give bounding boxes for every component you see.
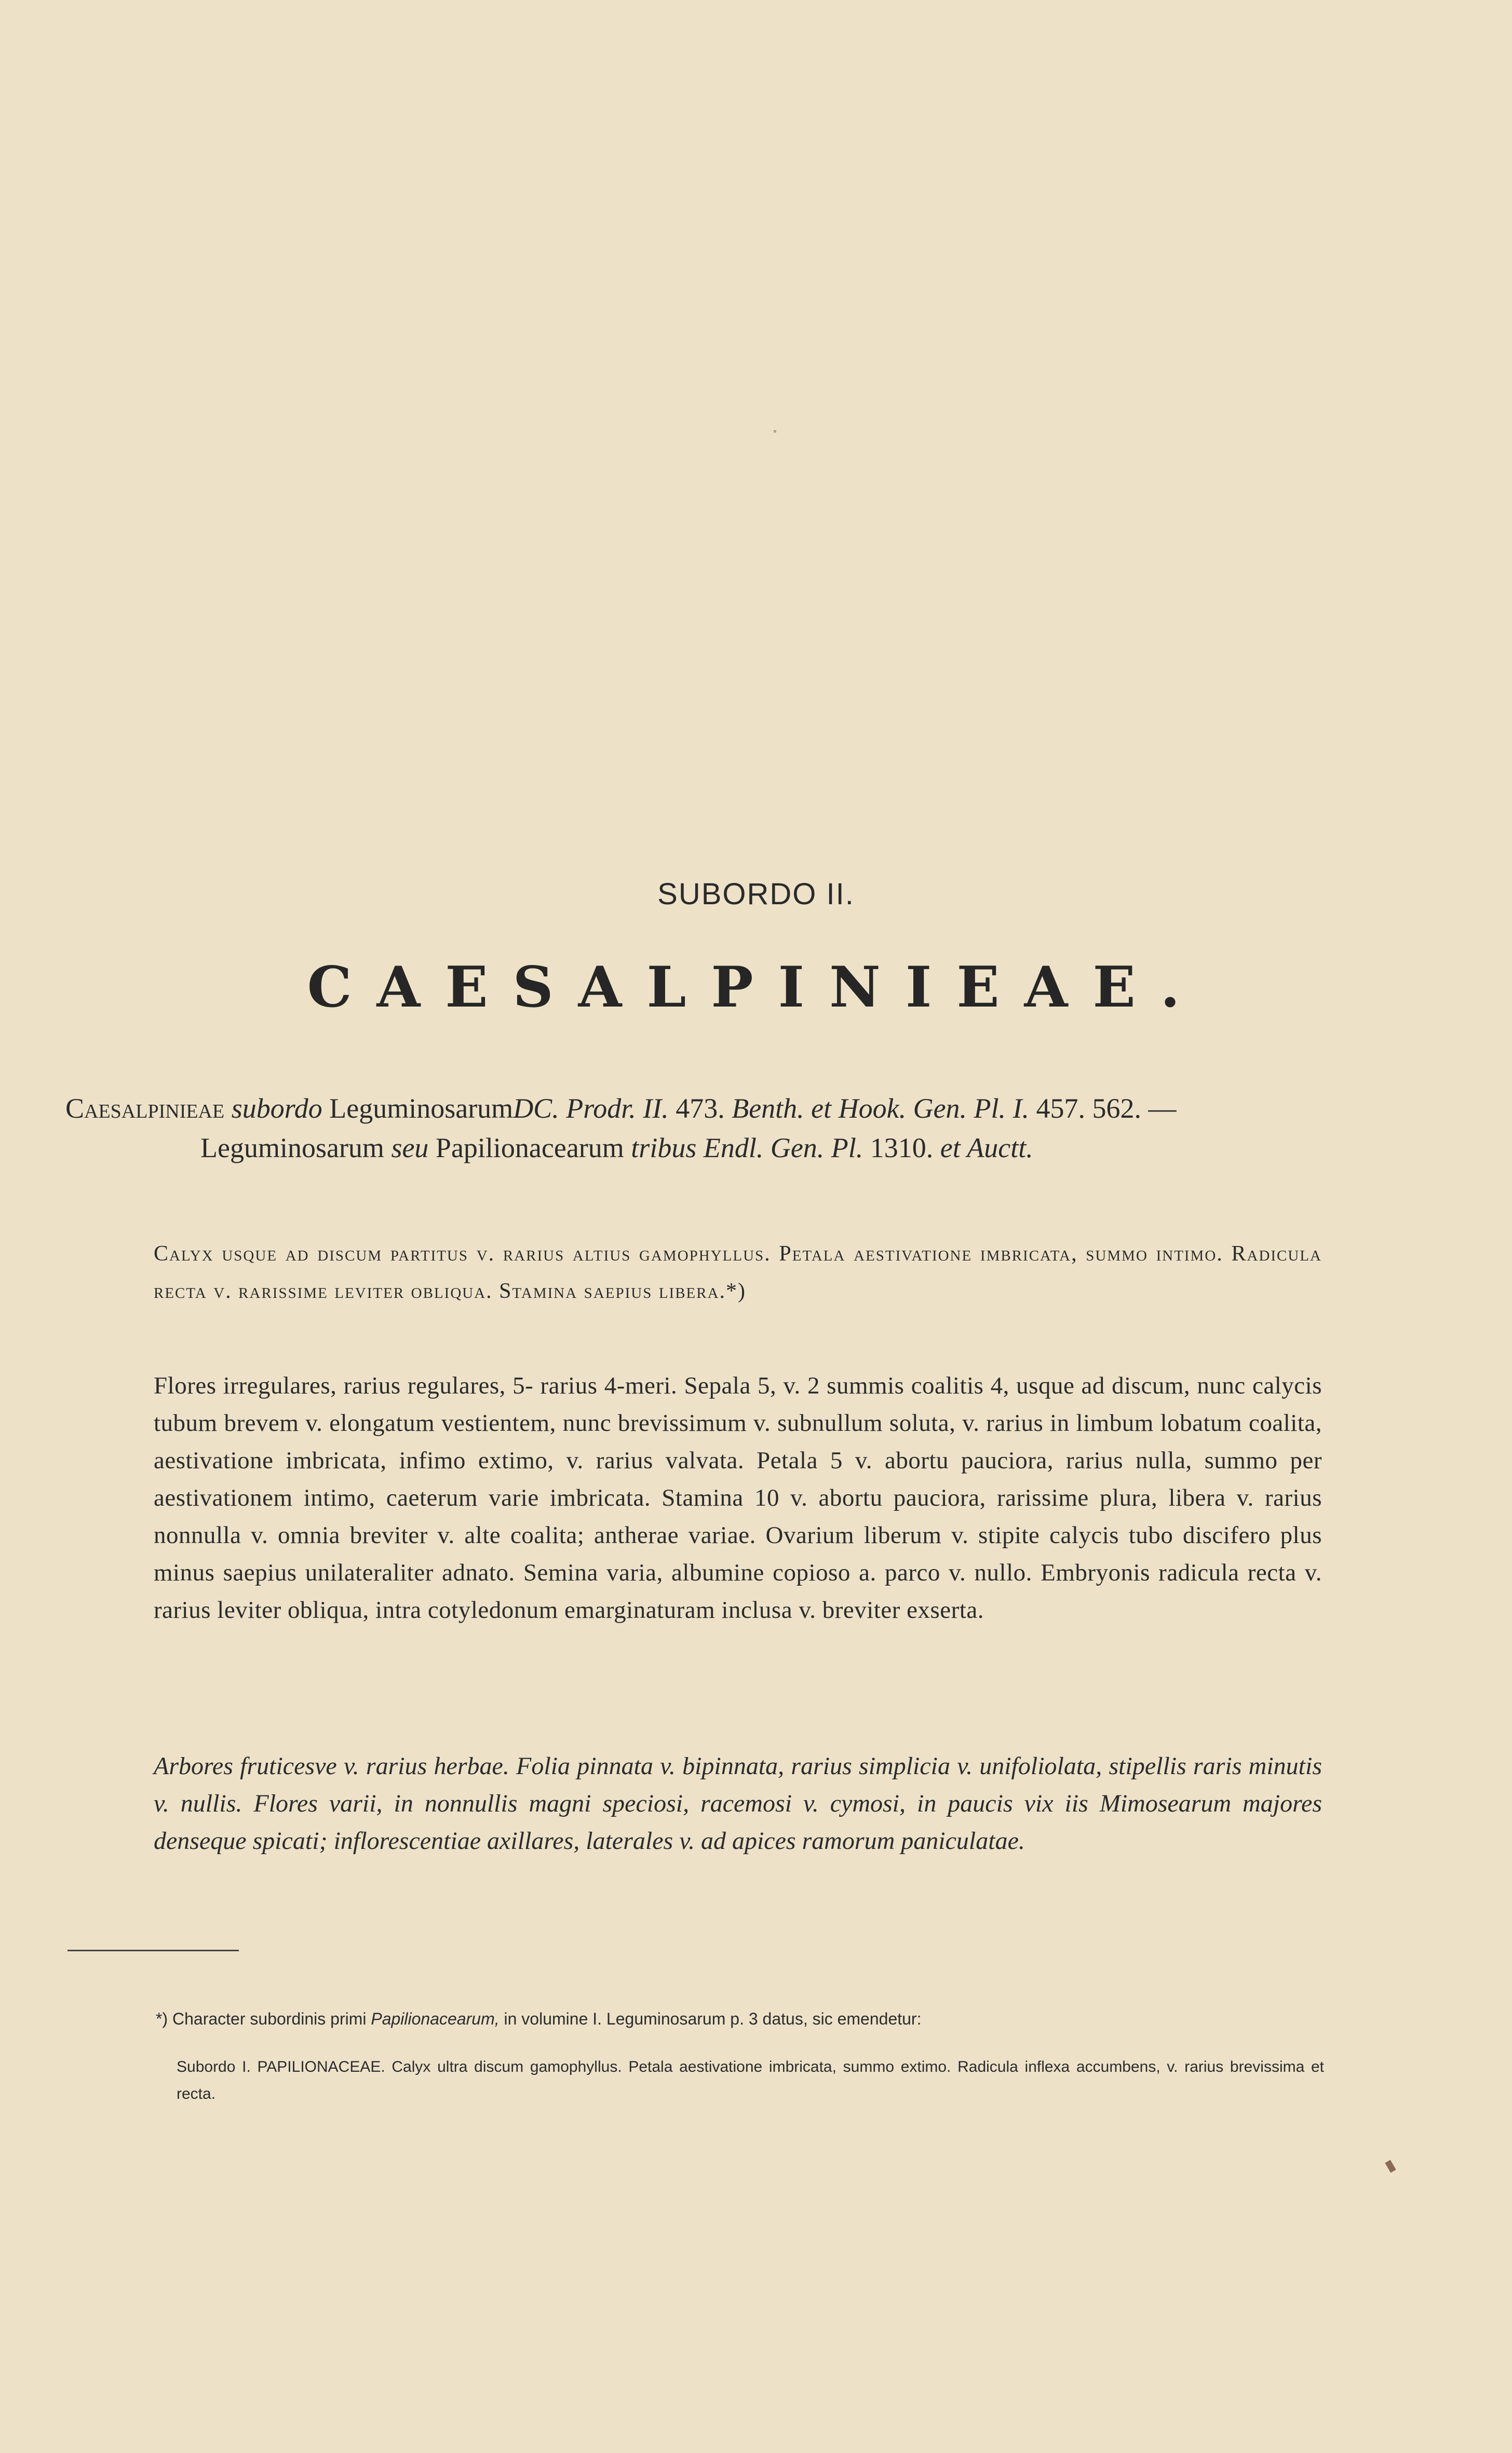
character-text: Calyx usque ad discum partitus v. rarius altius gamophyllus. Petala aestivatione imbricata, summo intimo. Radicula recta v. rarissime leviter obliqua. Stamina saepius libera.*) (154, 1242, 1322, 1303)
endl-page: 1310. (870, 1132, 934, 1163)
footnote-intro-italic: Papilionacearum, (371, 2009, 500, 2028)
seu-word: seu (391, 1132, 429, 1163)
family-name: Leguminosarum (329, 1093, 514, 1124)
auctt-reference: et Auctt. (940, 1132, 1033, 1163)
diagnostic-character (65, 1235, 1322, 1310)
footnote-intro (156, 2006, 1324, 2032)
benth-reference: Benth. et Hook. Gen. Pl. I. (732, 1093, 1030, 1124)
dc-reference: DC. Prodr. II. (513, 1093, 669, 1124)
footnote-divider (68, 1950, 239, 1951)
papil-name: Papilionacearum (435, 1132, 624, 1163)
ink-speck (1385, 2160, 1396, 2173)
family-name-2: Leguminosarum (200, 1132, 384, 1163)
page-title: CAESALPINIEAE. (307, 955, 1205, 1020)
rank-label: subordo (231, 1093, 322, 1124)
dc-page: 473. (676, 1093, 725, 1124)
footnote-intro-post: in volumine I. Leguminosarum p. 3 datus, sic emendetur: (504, 2009, 922, 2028)
description-block (65, 1367, 1322, 1629)
synonymy-block (65, 1089, 1327, 1168)
taxon-name: Caesalpinieae (65, 1093, 225, 1124)
footnote-body: Subordo I. PAPILIONACEAE. Calyx ultra discum gamophyllus. Petala aestivatione imbricata, summo extimo. Radicula inflexa accumbens, v. rarius brevissima et recta. (177, 2058, 1324, 2102)
synonymy-line-2 (65, 1128, 1327, 1168)
subordo-heading: SUBORDO II. (657, 877, 855, 911)
ink-speck-small (774, 430, 776, 433)
synonymy-line-1 (65, 1089, 1327, 1128)
footnote-intro-pre: *) Character subordinis primi (156, 2009, 367, 2028)
habit-text: Arbores fruticesve v. rarius herbae. Folia pinnata v. bipinnata, rarius simplicia v. unifoliolata, stipellis raris minutis v. nullis. Flores varii, in nonnullis magni speciosi, racemosi v. cymosi, in paucis vix iis Mimosearum majores denseque spicati; inflorescentiae axillares, laterales v. ad apices ramorum paniculatae. (154, 1752, 1322, 1855)
benth-pages: 457. 562. — (1036, 1093, 1177, 1124)
endl-reference: tribus Endl. Gen. Pl. (631, 1132, 863, 1163)
habit-block (65, 1748, 1322, 1860)
description-text: Flores irregulares, rarius regulares, 5- rarius 4-meri. Sepala 5, v. 2 summis coalitis 4, usque ad discum, nunc calycis tubum brevem v. elongatum vestientem, nunc brevissimum v. subnullum soluta, v. rarius in limbum lobatum coalita, aestivatione imbricata, infimo extimo, v. rarius valvata. Petala 5 v. abortu pauciora, rarius nulla, summo per aestivationem intimo, caeterum varie imbricata. Stamina 10 v. abortu pauciora, rarissime plura, libera v. rarius nonnulla v. omnia breviter v. alte coalita; antherae variae. Ovarium liberum v. stipite calycis tubo discifero plus minus saepius unilateraliter adnato. Semina varia, albumine copioso a. parco v. nullo. Embryonis radicula recta v. rarius leviter obliqua, intra cotyledonum emarginaturam inclusa v. breviter exserta. (154, 1372, 1322, 1624)
